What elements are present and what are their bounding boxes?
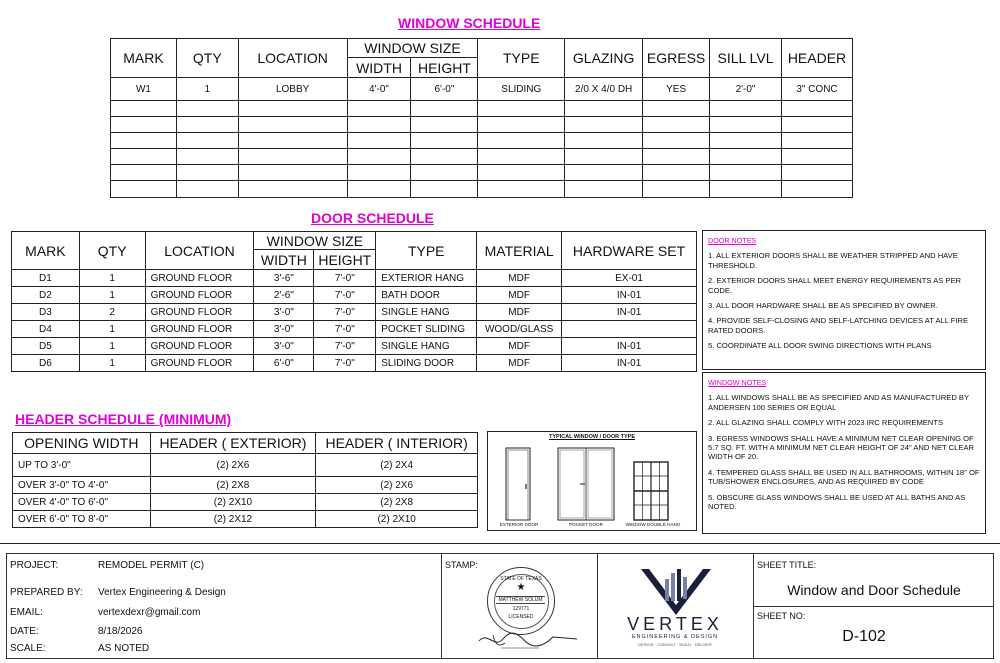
cell-width: 3'-6" <box>254 270 314 287</box>
cell-location: GROUND FLOOR <box>145 321 254 338</box>
cell-qty: 1 <box>79 321 145 338</box>
cell-width: 3'-0" <box>254 338 314 355</box>
cell-location: GROUND FLOOR <box>145 355 254 372</box>
col-header: HEADER <box>781 39 852 78</box>
cell-height: 7'-0" <box>314 338 376 355</box>
logo-tagline: ENGINEERING & DESIGN <box>631 634 719 640</box>
header-schedule-title: HEADER SCHEDULE (MINIMUM) <box>15 411 232 427</box>
logo-name: VERTEX <box>627 614 723 634</box>
window-note: 1. ALL WINDOWS SHALL BE AS SPECIFIED AND AS MANUFACTURED BY ANDERSEN 100 SERIES OR EQUAL <box>708 393 969 412</box>
cell-height: 6'-0" <box>411 78 478 101</box>
typical-types-panel <box>487 431 697 531</box>
col-glazing: GLAZING <box>565 39 643 78</box>
cell-location: GROUND FLOOR <box>145 304 254 321</box>
cell-hardware: IN-01 <box>562 304 697 321</box>
cell-width: 3'-0" <box>254 321 314 338</box>
cell-type: EXTERIOR HANG <box>376 270 477 287</box>
cell-interior: (2) 2X10 <box>316 511 478 528</box>
cell-width: 3'-0" <box>254 304 314 321</box>
window-schedule-title: WINDOW SCHEDULE <box>398 15 541 31</box>
table-row <box>13 511 478 528</box>
cell-type: SINGLE HANG <box>376 304 477 321</box>
door-note: 2. EXTERIOR DOORS SHALL MEET ENERGY REQUIREMENTS AS PER CODE. <box>708 276 962 295</box>
cell-exterior: (2) 2X8 <box>150 477 316 494</box>
engineer-seal <box>487 567 555 635</box>
cell-type: SLIDING DOOR <box>376 355 477 372</box>
col-type: TYPE <box>478 39 565 78</box>
col-qty: QTY <box>79 232 145 270</box>
cell-exterior: (2) 2X10 <box>150 494 316 511</box>
table-row <box>13 454 478 477</box>
table-row <box>111 78 853 101</box>
project-value: REMODEL PERMIT (C) <box>98 560 205 571</box>
door-note: 1. ALL EXTERIOR DOORS SHALL BE WEATHER STRIPPED AND HAVE THRESHOLD. <box>708 251 958 270</box>
col-width: WIDTH <box>347 58 411 78</box>
double-hung-window-drawing <box>634 462 668 520</box>
cell-height: 7'-0" <box>314 355 376 372</box>
cell-egress: YES <box>643 78 710 101</box>
cell-qty: 1 <box>79 270 145 287</box>
table-row-empty <box>111 117 853 133</box>
logo-subline: DESIGN · CONSULT · BUILD · DELIVER <box>638 642 712 647</box>
cell-mark: D2 <box>12 287 80 304</box>
email-label: EMAIL: <box>10 607 43 618</box>
cell-material: MDF <box>477 338 562 355</box>
door-notes <box>702 230 986 370</box>
cell-material: WOOD/GLASS <box>477 321 562 338</box>
cell-hardware: IN-01 <box>562 287 697 304</box>
col-location: LOCATION <box>238 39 347 78</box>
table-row <box>12 304 697 321</box>
cell-mark: D5 <box>12 338 80 355</box>
window-notes-title: WINDOW NOTES <box>708 378 767 387</box>
date-value: 8/18/2026 <box>98 626 143 637</box>
cell-material: MDF <box>477 287 562 304</box>
cell-mark: W1 <box>111 78 177 101</box>
col-width: WIDTH <box>254 250 314 270</box>
seal-name: MATTHEW SOLUM <box>496 596 545 604</box>
star-icon: ★ <box>516 582 526 593</box>
cell-type: SLIDING <box>478 78 565 101</box>
col-mark: MARK <box>12 232 80 270</box>
cell-height: 7'-0" <box>314 287 376 304</box>
email-value: vertexdexr@gmail.com <box>98 607 201 618</box>
cell-interior: (2) 2X4 <box>316 454 478 477</box>
cell-width: 6'-0" <box>254 355 314 372</box>
divider <box>441 553 442 659</box>
table-row <box>12 287 697 304</box>
cell-qty: 1 <box>79 355 145 372</box>
cell-qty: 1 <box>176 78 238 101</box>
cell-type: SINGLE HANG <box>376 338 477 355</box>
cell-opening: OVER 6'-0" TO 8'-0" <box>13 511 151 528</box>
seal-top-text: STATE OF TEXAS <box>500 576 542 582</box>
col-window-size: WINDOW SIZE <box>254 232 376 250</box>
cell-exterior: (2) 2X6 <box>150 454 316 477</box>
cell-mark: D6 <box>12 355 80 372</box>
window-note: 3. EGRESS WINDOWS SHALL HAVE A MINIMUM NET CLEAR OPENING OF 5.7 SQ. FT. WITH A MINIMUM NET CLEAR HEIGHT OF 24" AND NET CLEAR WIDTH OF 20. <box>708 433 974 462</box>
seal-bottom-text: LICENSED <box>508 614 534 620</box>
table-row-empty <box>111 165 853 181</box>
table-row <box>12 321 697 338</box>
header-schedule-table <box>12 432 478 528</box>
window-schedule-table <box>110 38 853 198</box>
col-egress: EGRESS <box>643 39 710 78</box>
cell-qty: 1 <box>79 338 145 355</box>
cell-hardware: EX-01 <box>562 270 697 287</box>
pocket-door-drawing <box>558 448 614 520</box>
col-height: HEIGHT <box>314 250 376 270</box>
table-row-empty <box>111 181 853 198</box>
col-header-exterior: HEADER ( EXTERIOR) <box>150 433 316 454</box>
cell-opening: OVER 4'-0" TO 6'-0" <box>13 494 151 511</box>
col-location: LOCATION <box>145 232 254 270</box>
table-row-empty <box>111 101 853 117</box>
cell-sill: 2'-0" <box>710 78 782 101</box>
cell-height: 7'-0" <box>314 304 376 321</box>
window-note: 5. OBSCURE GLASS WINDOWS SHALL BE USED AT ALL BATHS AND AS NOTED. <box>708 492 966 512</box>
door-window-elevations <box>488 440 696 526</box>
col-mark: MARK <box>111 39 177 78</box>
door-note: 4. PROVIDE SELF-CLOSING AND SELF-LATCHING DEVICES AT ALL FIRE RATED DOORS. <box>708 316 969 335</box>
table-row-empty <box>111 149 853 165</box>
cell-height: 7'-0" <box>314 321 376 338</box>
window-note: 4. TEMPERED GLASS SHALL BE USED IN ALL BATHROOMS, WITHIN 18" OF TUB/SHOWER ENCLOSURES, AND AS REQUIRED BY CODE <box>708 467 980 487</box>
door-schedule-table <box>11 231 697 372</box>
window-notes <box>702 372 986 534</box>
cell-width: 4'-0" <box>347 78 411 101</box>
table-row <box>12 355 697 372</box>
cell-material: MDF <box>477 270 562 287</box>
exterior-door-label: EXTERIOR DOOR <box>499 522 539 527</box>
cell-location: GROUND FLOOR <box>145 270 254 287</box>
prepared-value: Vertex Engineering & Design <box>98 587 226 598</box>
table-row <box>12 270 697 287</box>
stamp-label: STAMP: <box>445 560 478 570</box>
cell-width: 2'-6" <box>254 287 314 304</box>
project-label: PROJECT: <box>10 560 59 571</box>
col-qty: QTY <box>176 39 238 78</box>
cell-mark: D4 <box>12 321 80 338</box>
signature-mark <box>473 627 583 653</box>
col-header-interior: HEADER ( INTERIOR) <box>316 433 478 454</box>
col-sill: SILL LVL <box>710 39 782 78</box>
cell-interior: (2) 2X6 <box>316 477 478 494</box>
sheet-no-label: SHEET NO: <box>757 611 806 621</box>
double-hung-window-label: WINDOW DOUBLE HANG <box>625 522 681 527</box>
cell-exterior: (2) 2X12 <box>150 511 316 528</box>
sheet-number: D-102 <box>842 628 886 645</box>
cell-location: LOBBY <box>238 78 347 101</box>
title-block-top-rule <box>0 543 1000 544</box>
typical-types-title: TYPICAL WINDOW / DOOR TYPE <box>548 434 636 440</box>
date-label: DATE: <box>10 626 39 637</box>
table-row-empty <box>111 133 853 149</box>
cell-hardware: IN-01 <box>562 338 697 355</box>
pocket-door-label: POCKET DOOR <box>569 522 603 527</box>
door-schedule-title: DOOR SCHEDULE <box>311 210 434 226</box>
col-height: HEIGHT <box>411 58 478 78</box>
col-material: MATERIAL <box>477 232 562 270</box>
cell-hardware <box>562 321 697 338</box>
cell-header: 3" CONC <box>781 78 852 101</box>
cell-type: POCKET SLIDING <box>376 321 477 338</box>
door-note: 3. ALL DOOR HARDWARE SHALL BE AS SPECIFIED BY OWNER. <box>708 301 938 311</box>
cell-interior: (2) 2X8 <box>316 494 478 511</box>
cell-material: MDF <box>477 355 562 372</box>
cell-opening: UP TO 3'-0" <box>13 454 151 477</box>
door-note: 5. COORDINATE ALL DOOR SWING DIRECTIONS WITH PLANS <box>708 341 932 351</box>
sheet-title-label: SHEET TITLE: <box>757 560 817 570</box>
scale-label: SCALE: <box>10 643 46 654</box>
cell-glazing: 2/0 X 4/0 DH <box>565 78 643 101</box>
cell-type: BATH DOOR <box>376 287 477 304</box>
divider <box>753 606 994 607</box>
col-opening-width: OPENING WIDTH <box>13 433 151 454</box>
cell-opening: OVER 3'-0" TO 4'-0" <box>13 477 151 494</box>
cell-mark: D1 <box>12 270 80 287</box>
prepared-label: PREPARED BY: <box>10 587 83 598</box>
window-note: 2. ALL GLAZING SHALL COMPLY WITH 2023 IRC REQUIREMENTS <box>708 418 944 428</box>
cell-hardware: IN-01 <box>562 355 697 372</box>
sheet-title: Window and Door Schedule <box>787 582 961 598</box>
cell-height: 7'-0" <box>314 270 376 287</box>
col-window-size: WINDOW SIZE <box>347 39 478 58</box>
scale-value: AS NOTED <box>98 643 150 654</box>
exterior-door-drawing <box>506 448 530 520</box>
cell-material: MDF <box>477 304 562 321</box>
cell-location: GROUND FLOOR <box>145 287 254 304</box>
divider <box>597 553 598 659</box>
col-hardware: HARDWARE SET <box>562 232 697 270</box>
vertex-logo-icon <box>631 565 721 617</box>
seal-number: 129771 <box>512 606 530 612</box>
door-notes-title: DOOR NOTES <box>708 236 757 245</box>
table-row <box>12 338 697 355</box>
cell-location: GROUND FLOOR <box>145 338 254 355</box>
table-row <box>13 477 478 494</box>
cell-qty: 1 <box>79 287 145 304</box>
cell-mark: D3 <box>12 304 80 321</box>
cell-qty: 2 <box>79 304 145 321</box>
col-type: TYPE <box>376 232 477 270</box>
table-row <box>13 494 478 511</box>
